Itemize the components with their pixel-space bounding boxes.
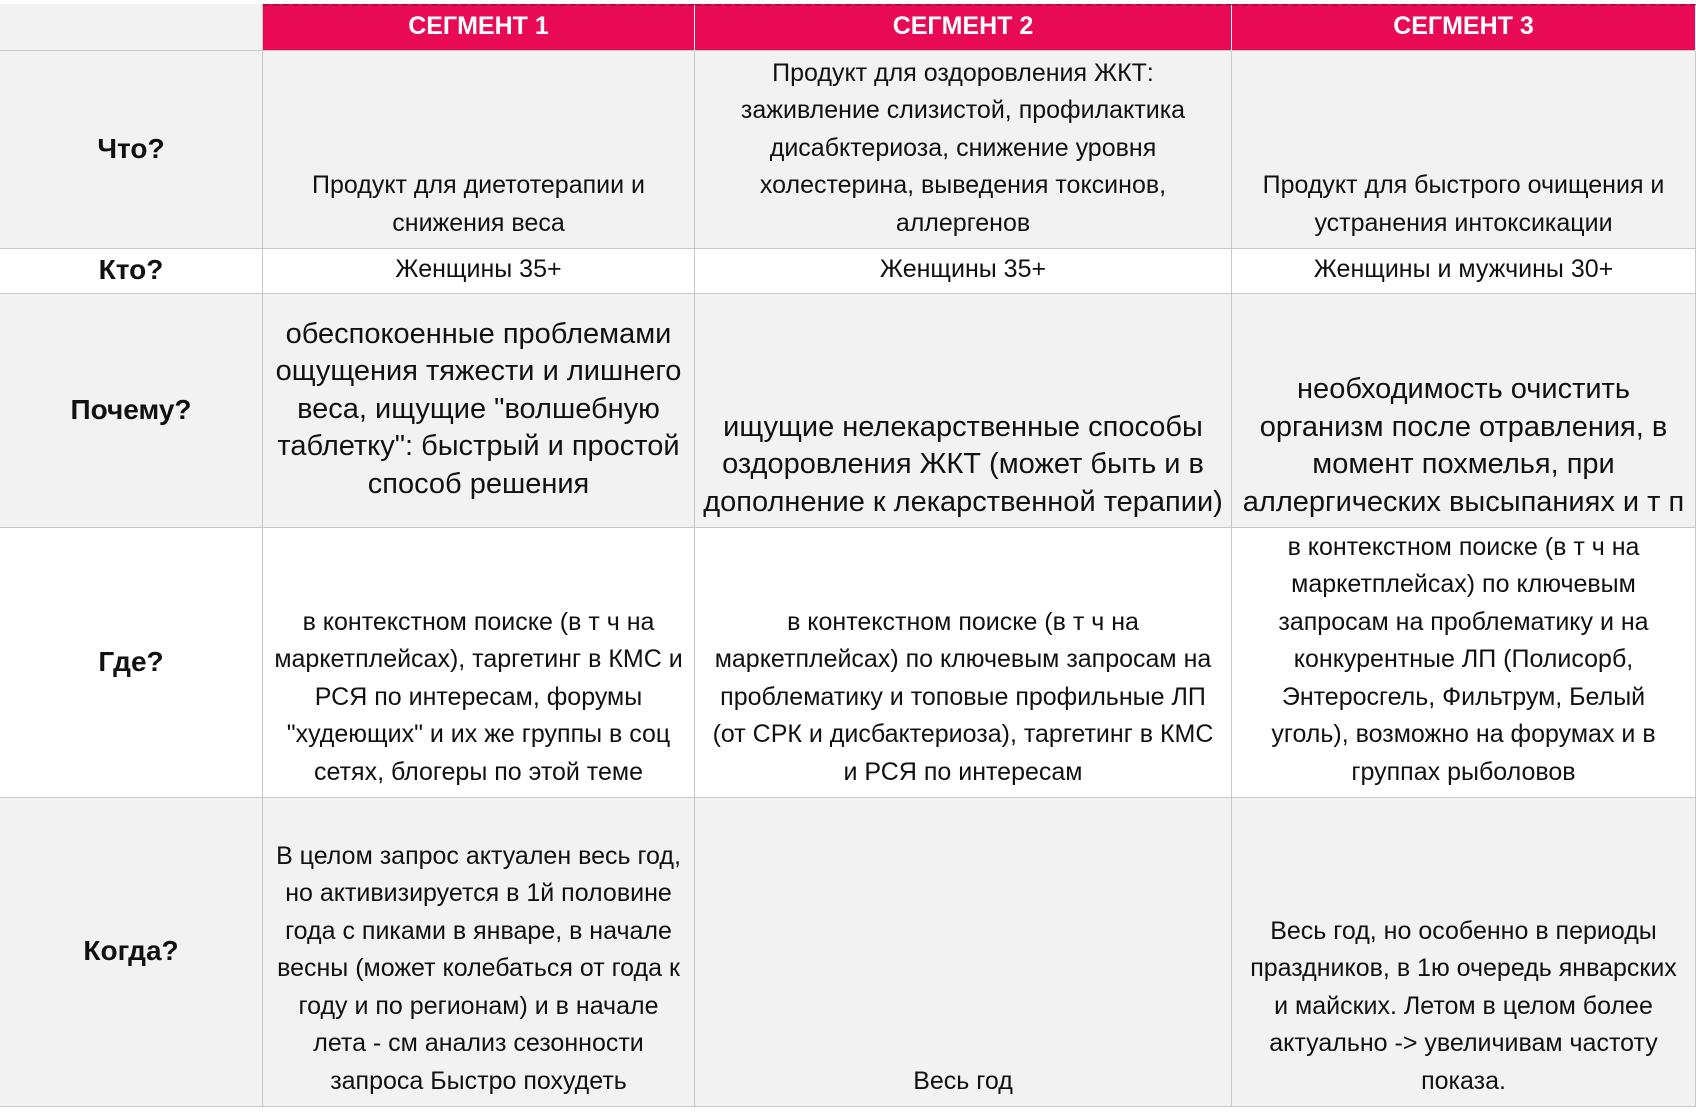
cell-where-segment-3: в контекстном поиске (в т ч на маркетплейсах) по ключевым запросам на проблематику и на конкурентные ЛП (Полисорб, Энтеросгель, Фильтрум, Белый уголь), возможно на форумах и в группах рыболовов: [1232, 528, 1696, 798]
corner-cell: [0, 4, 263, 51]
cell-what-segment-1: Продукт для диетотерапии и снижения веса: [263, 51, 695, 249]
cell-why-segment-2: ищущие нелекарственные способы оздоровления ЖКТ (может быть и в дополнение к лекарственной терапии): [695, 294, 1232, 528]
row-label-when: Когда?: [0, 798, 263, 1107]
cell-when-segment-2: Весь год: [695, 798, 1232, 1107]
cell-where-segment-2: в контекстном поиске (в т ч на маркетплейсах) по ключевым запросам на проблематику и топовые профильные ЛП (от СРК и дисбактериоза), таргетинг в КМС и РСЯ по интересам: [695, 528, 1232, 798]
row-label-what: Что?: [0, 51, 263, 249]
header-segment-3: СЕГМЕНТ 3: [1232, 4, 1696, 51]
segments-table: [0, 4, 1696, 1107]
cell-why-segment-1: обеспокоенные проблемами ощущения тяжести и лишнего веса, ищущие "волшебную таблетку": быстрый и простой способ решения: [263, 294, 695, 528]
header-segment-1: СЕГМЕНТ 1: [263, 4, 695, 51]
cell-why-segment-3: необходимость очистить организм после отравления, в момент похмелья, при аллергических высыпаниях и т п: [1232, 294, 1696, 528]
cell-what-segment-2: Продукт для оздоровления ЖКТ: заживление слизистой, профилактика дисабктериоза, снижение уровня холестерина, выведения токсинов, аллергенов: [695, 51, 1232, 249]
cell-when-segment-3: Весь год, но особенно в периоды праздников, в 1ю очередь январских и майских. Летом в целом более актуально -> увеличивам частоту показа.: [1232, 798, 1696, 1107]
row-label-why: Почему?: [0, 294, 263, 528]
row-label-who: Кто?: [0, 249, 263, 294]
row-label-where: Где?: [0, 528, 263, 798]
cell-who-segment-2: Женщины 35+: [695, 249, 1232, 294]
cell-where-segment-1: в контекстном поиске (в т ч на маркетплейсах), таргетинг в КМС и РСЯ по интересам, форумы "худеющих" и их же группы в соц сетях, блогеры по этой теме: [263, 528, 695, 798]
cell-who-segment-1: Женщины 35+: [263, 249, 695, 294]
cell-when-segment-1: В целом запрос актуален весь год, но активизируется в 1й половине года с пиками в январе, в начале весны (может колебаться от года к году и по регионам) и в начале лета - см анализ сезонности запроса Быстро похудеть: [263, 798, 695, 1107]
cell-what-segment-3: Продукт для быстрого очищения и устранения интоксикации: [1232, 51, 1696, 249]
cell-who-segment-3: Женщины и мужчины 30+: [1232, 249, 1696, 294]
header-segment-2: СЕГМЕНТ 2: [695, 4, 1232, 51]
